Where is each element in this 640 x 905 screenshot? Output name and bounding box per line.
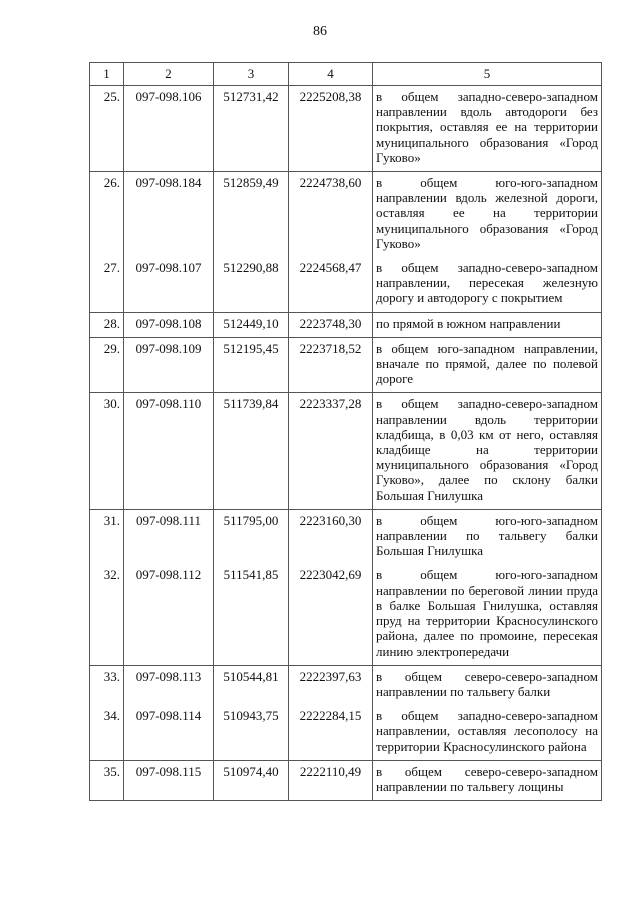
point-code: 097-098.108 (124, 312, 214, 337)
segment-description: в общем юго-юго-западном направлении по береговой линии пруда в балке Большая Гнилушка, оставляя пруд на территории Красносулинского района, далее по промоине, пересекая линию электропередачи (373, 564, 602, 665)
row-number: 26. (90, 172, 124, 258)
point-code: 097-098.109 (124, 337, 214, 393)
table-header-row (90, 63, 602, 86)
coordinates-table (89, 62, 602, 801)
coord-y: 2222397,63 (289, 665, 373, 705)
row-number: 31. (90, 509, 124, 564)
coord-x: 512195,45 (214, 337, 289, 393)
point-code: 097-098.115 (124, 760, 214, 800)
point-code: 097-098.110 (124, 393, 214, 509)
table-row (90, 337, 602, 393)
point-code: 097-098.112 (124, 564, 214, 665)
row-number: 28. (90, 312, 124, 337)
coord-x: 510943,75 (214, 705, 289, 760)
segment-description: в общем юго-юго-западном направлении по тальвегу балки Большая Гнилушка (373, 509, 602, 564)
table-row (90, 86, 602, 172)
table-row (90, 393, 602, 509)
row-number: 25. (90, 86, 124, 172)
row-number: 27. (90, 257, 124, 312)
segment-description: в общем северо-северо-западном направлении по тальвегу лощины (373, 760, 602, 800)
header-col-2: 2 (124, 63, 214, 86)
row-number: 30. (90, 393, 124, 509)
coord-x: 511541,85 (214, 564, 289, 665)
coord-x: 512449,10 (214, 312, 289, 337)
page-number: 86 (313, 24, 327, 39)
coord-y: 2223337,28 (289, 393, 373, 509)
coord-y: 2224568,47 (289, 257, 373, 312)
point-code: 097-098.111 (124, 509, 214, 564)
coord-y: 2223748,30 (289, 312, 373, 337)
point-code: 097-098.113 (124, 665, 214, 705)
coord-y: 2222110,49 (289, 760, 373, 800)
coord-y: 2223718,52 (289, 337, 373, 393)
coord-y: 2224738,60 (289, 172, 373, 258)
coord-x: 512290,88 (214, 257, 289, 312)
row-number: 32. (90, 564, 124, 665)
table-row (90, 172, 602, 258)
row-number: 33. (90, 665, 124, 705)
table-row (90, 564, 602, 665)
point-code: 097-098.114 (124, 705, 214, 760)
segment-description: в общем западно-северо-западном направлении вдоль автодороги без покрытия, оставляя ее на территории муниципального образования «Город Гуково» (373, 86, 602, 172)
coord-y: 2223042,69 (289, 564, 373, 665)
point-code: 097-098.107 (124, 257, 214, 312)
row-number: 29. (90, 337, 124, 393)
coord-x: 512859,49 (214, 172, 289, 258)
table-row (90, 705, 602, 760)
point-code: 097-098.106 (124, 86, 214, 172)
row-number: 35. (90, 760, 124, 800)
segment-description: в общем северо-северо-западном направлении по тальвегу балки (373, 665, 602, 705)
coord-y: 2225208,38 (289, 86, 373, 172)
header-col-4: 4 (289, 63, 373, 86)
segment-description: в общем западно-северо-западном направлении вдоль территории кладбища, в 0,03 км от него, оставляя кладбище на территории муниципального образования «Город Гуково», далее по склону балки Большая Гнилушка (373, 393, 602, 509)
header-col-1: 1 (90, 63, 124, 86)
segment-description: по прямой в южном направлении (373, 312, 602, 337)
header-col-5: 5 (373, 63, 602, 86)
segment-description: в общем юго-западном направлении, вначале по прямой, далее по полевой дороге (373, 337, 602, 393)
table-row (90, 509, 602, 564)
table-row (90, 760, 602, 800)
header-col-3: 3 (214, 63, 289, 86)
coord-x: 512731,42 (214, 86, 289, 172)
table-row (90, 257, 602, 312)
table-row (90, 312, 602, 337)
coord-y: 2223160,30 (289, 509, 373, 564)
segment-description: в общем западно-северо-западном направлении, пересекая железную дорогу и автодорогу с покрытием (373, 257, 602, 312)
coord-x: 510974,40 (214, 760, 289, 800)
point-code: 097-098.184 (124, 172, 214, 258)
row-number: 34. (90, 705, 124, 760)
table-row (90, 665, 602, 705)
segment-description: в общем юго-юго-западном направлении вдоль железной дороги, оставляя ее на территории муниципального образования «Город Гуково» (373, 172, 602, 258)
segment-description: в общем западно-северо-западном направлении, оставляя лесополосу на территории Красносулинского района (373, 705, 602, 760)
coord-x: 511739,84 (214, 393, 289, 509)
coord-x: 510544,81 (214, 665, 289, 705)
coord-y: 2222284,15 (289, 705, 373, 760)
coord-x: 511795,00 (214, 509, 289, 564)
